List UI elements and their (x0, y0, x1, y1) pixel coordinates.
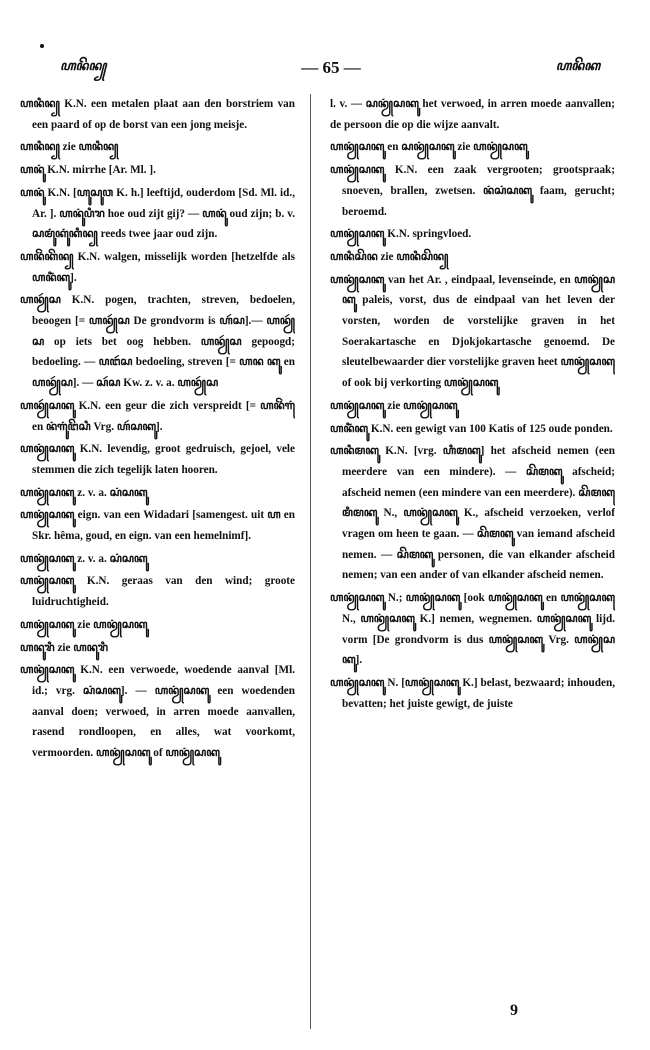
entry: ꦲꦤꦶꦤ꧀ zie ꦲꦤꦶꦤ꧀ (20, 141, 119, 154)
entry: ꦲꦤꦾꦁꦱꦏꦸ N.; ꦲꦤꦾꦁꦱꦏꦸ [ook ꦲꦤꦾꦁꦱꦏꦸ en ꦲꦤꦾꦁꦱꦏꦸ N., ꦲꦤꦾꦁꦱꦏꦸ K.] nemen, wegnemen. ꦲꦤꦾꦁꦱꦏꦸ lijd. vorm [De grondvorm is dus ꦲꦤꦾꦁꦱꦏꦸ Vrg. ꦲꦤꦾꦁꦱꦏꦸ]. (330, 592, 615, 667)
header-right-word: ꦲꦤꦼꦏ (555, 57, 600, 73)
entry: ꦲꦤꦾꦁꦱꦏꦸ N. [ꦲꦤꦾꦁꦱꦏꦸ K.] belast, bezwaard; inhouden, bevatten; het juiste gewigt, de juiste (330, 676, 615, 710)
entry: ꦲꦤꦸꦁ K.N. mirrhe [Ar. Ml. ]. (20, 164, 156, 177)
entry: ꦲꦤꦾꦁꦱꦏꦸ K.N. springvloed. (330, 228, 472, 241)
entry: ꦲꦤꦾꦁꦱꦏꦸ K.N. een zaak vergrooten; grootspraak; snoeven, brallen, zwetsen. ꦤꦁꦱꦁꦱꦏꦸ faam, gerucht; beroemd. (330, 164, 615, 218)
entry: ꦲꦤꦾꦁꦱꦏꦸ K.N. levendig, groot gedruisch, gejoel, vele stemmen die zich tegelijk laten hooren. (20, 443, 295, 476)
entry: ꦲꦤꦾꦂꦱꦏꦸ K.N. een geur die zich verspreidt [= ꦲꦤꦼꦁꦒꦸꦁ en ꦤꦁꦒꦸꦁꦔꦼꦱꦶ Vrg. ꦲꦂꦱꦏꦸ]. (20, 399, 295, 433)
entry: ꦲꦤꦸꦫꦶ zie ꦲꦤꦸꦫꦶ (20, 641, 108, 654)
entry: ꦲꦤꦶꦤ꧀ K.N. een metalen plaat aan den borstriem van een paard of op de borst van een jong meisje. (20, 98, 295, 131)
entry: ꦲꦤꦾꦁꦱꦏꦸ zie ꦲꦤꦾꦁꦱꦏꦸ (20, 618, 148, 631)
entry: ꦲꦤꦸꦁ K.N. [ꦲꦸꦱꦸꦮ K. h.] leeftijd, ouderdom [Sd. Ml. id., Ar. ]. ꦲꦤꦸꦁꦥꦶꦫ hoe oud zijt gij? — ꦲꦤꦸꦁ oud zijn; b. v. ꦱꦩꦸꦁꦏꦸꦁꦏꦶꦤ꧀ reeds twee jaar oud zijn. (20, 186, 295, 241)
entry: ꦲꦤꦾꦁꦱꦏꦸ van het Ar. , eindpaal, levenseinde, en ꦲꦤꦾꦁꦱꦏꦸ paleis, vorst, dus de eindpaal van het leven der vorsten, worden de vorstelijke graven in het Soerakartasche en Djokjokartasche genoemd. De sleutelbewaarder dier vorstelijke graven heet ꦲꦤꦾꦁꦱꦏꦸ of ook bij verkorting ꦲꦤꦾꦁꦱꦏꦸ (330, 273, 615, 390)
entry: ꦲꦤꦾꦁꦱꦏꦸ eign. van een Widadari [samengest. uit ꦲ en Skr. hêma, goud, en eign. van een hemelnimf]. (20, 509, 295, 543)
entry: ꦲꦤꦼꦁꦏꦼꦤ꧀ K.N. walgen, misselijk worden [hetzelfde als ꦲꦤꦶꦁꦏꦸ]. (20, 250, 295, 284)
left-column (20, 94, 295, 1029)
entry: ꦲꦤꦶꦱꦼꦤ zie ꦲꦤꦶꦱꦼꦤ꧀ (330, 250, 449, 263)
entry: ꦲꦤꦾꦁꦱꦏꦸ K.N. een verwoede, woedende aanval [Ml. id.; vrg. ꦱꦁꦱꦏꦸ]. — ꦲꦤꦾꦁꦱꦏꦸ een woedenden aanval doen; verwoed, in arren moede aanvallen, rasend rondloopen, en alles, wat voorkomt, vermoorden. ꦲꦤꦾꦁꦱꦏꦸ of ꦲꦤꦾꦁꦱꦏꦸ (20, 664, 295, 760)
right-column (330, 94, 615, 1029)
entry: ꦲꦤꦾꦁꦱꦏꦸ z. v. a. ꦱꦁꦱꦏꦸ (20, 552, 148, 565)
page-number: — 65 — (301, 58, 361, 77)
entry: ꦲꦤꦾꦁꦱꦏꦸ z. v. a. ꦱꦁꦱꦏꦸ (20, 486, 148, 499)
column-divider (310, 94, 311, 1029)
entry: ꦲꦤꦾꦁꦱꦏꦸ en ꦱꦤꦾꦁꦱꦏꦸ zie ꦲꦤꦾꦁꦱꦏꦸ (330, 141, 528, 154)
entry: ꦲꦤꦶꦁꦏꦸ K.N. een gewigt van 100 Katis of 125 oude ponden. (330, 422, 613, 435)
signature-mark: 9 (510, 1002, 518, 1019)
entry: ꦲꦤꦾꦂꦱ K.N. pogen, trachten, streven, bedoelen, beoogen [= ꦲꦤꦾꦂꦱ De grondvorm is ꦲꦂꦱ].— ꦲꦤꦾꦂꦱ op iets bet oog hebben. ꦲꦤꦾꦂꦱ gepoogd; bedoeling. — ꦥꦔꦂꦱ bedoeling, streven [= ꦲꦤ ꦏꦸ en ꦲꦤꦾꦂꦱ]. — ꦱꦂꦱ Kw. z. v. a. ꦲꦤꦾꦂꦱ (20, 294, 295, 390)
entry: ꦲꦤꦶꦩꦏꦸ K.N. [vrg. ꦲꦶꦩꦏꦸ] het afscheid nemen (een meerdere van een mindere). — ꦱꦼꦩꦏꦸ afscheid; afscheid nemen (een mindere van een meerdere). ꦱꦼꦩꦏꦸꦩꦶꦩꦏꦸ N., ꦲꦤꦾꦁꦱꦏꦸ K., afscheid verzoeken, verlof vragen om heen te gaan. — ꦱꦼꦩꦏꦸ van iemand afscheid nemen. — ꦱꦼꦩꦏꦸ personen, die van elkander afscheid nemen; van een ander of van elkander afscheid nemen. (330, 445, 615, 582)
entry: ꦲꦤꦾꦁꦱꦏꦸ zie ꦲꦤꦾꦁꦱꦏꦸ (330, 399, 458, 412)
entry-continuation: l. v. — ꦱꦤꦾꦁꦱꦏꦸ het verwoed, in arren moede aanvallen; de persoon die op die wijze aanvalt. (330, 98, 615, 131)
header-left-word: ꦲꦤꦼꦤ꧀ (60, 57, 107, 73)
printer-dot (40, 44, 44, 48)
page-header (60, 56, 600, 80)
entry: ꦲꦤꦾꦁꦱꦏꦸ K.N. geraas van den wind; groote luidruchtigheid. (20, 575, 295, 609)
